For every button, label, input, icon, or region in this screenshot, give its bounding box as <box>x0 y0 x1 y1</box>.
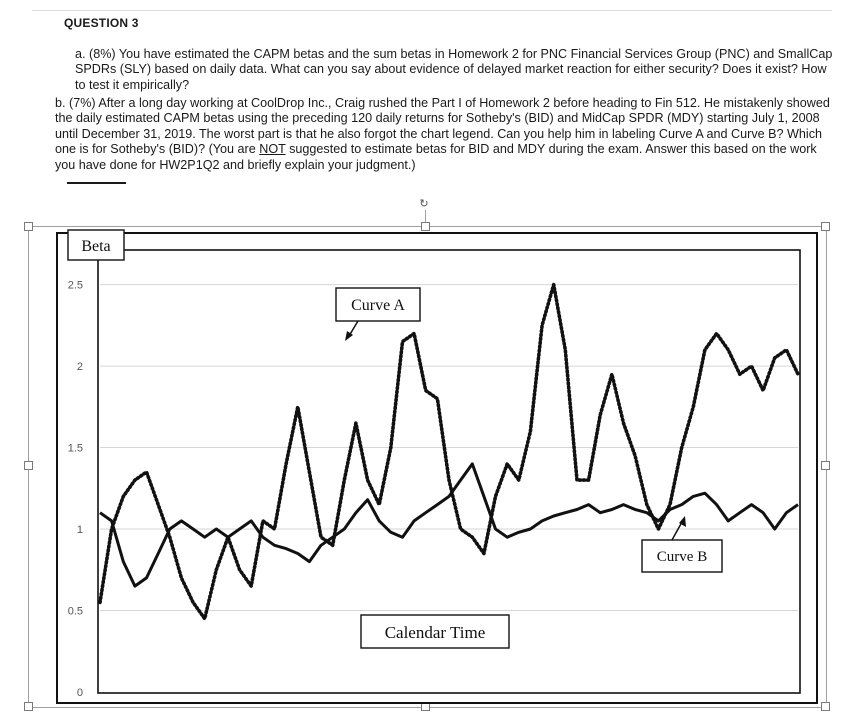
part-b-text-before: b. (7%) After a long day working at CoolDrop Inc., Craig rushed the Part I of Homework 2 before heading to Fin 512. He mistakenly showed the daily estimated CAPM betas using the preceding 120 daily returns for Sotheby's (BID) and MidCap SPDR (MDY) starting July 1, 2008 until December 31, 2019. The worst part is that he also forgot the chart legend. Can you help him in labeling Curve A and Curve B? Which one is for Sotheby's (BID)? (You are <box>55 96 830 157</box>
y-tick-label: 1 <box>76 524 83 537</box>
y-tick-label: 1.5 <box>67 442 83 455</box>
part-b-text-after: suggested to estimate betas for BID and MDY during the exam. Answer this based on the work you have done for HW2P1Q2 and briefly explain your judgment.) <box>55 142 817 172</box>
question-title: QUESTION 3 <box>64 16 139 30</box>
y-tick-label: 2 <box>76 361 83 374</box>
y-tick-label: 0 <box>76 687 83 699</box>
y-tick-label: 2.5 <box>67 279 83 292</box>
curve-b-label: Curve B <box>656 549 708 565</box>
ylabel: Beta <box>81 238 111 255</box>
rotate-handle-icon[interactable]: ↻ <box>419 198 429 210</box>
part-b-emphasis: NOT <box>259 142 286 157</box>
curve-a-label: Curve A <box>351 297 405 314</box>
y-tick-label: 0.5 <box>67 605 83 618</box>
xlabel: Calendar Time <box>384 623 486 642</box>
curve-b-arrow <box>672 522 682 540</box>
part-a-paragraph: a. (8%) You have estimated the CAPM betas and the sum betas in Homework 2 for PNC Financial Services Group (PNC) and SmallCap SPDRs (SLY) based on daily data. What can you say about evidence of delayed market reaction for either security? Does it exist? How to test it empirically? <box>75 47 833 92</box>
